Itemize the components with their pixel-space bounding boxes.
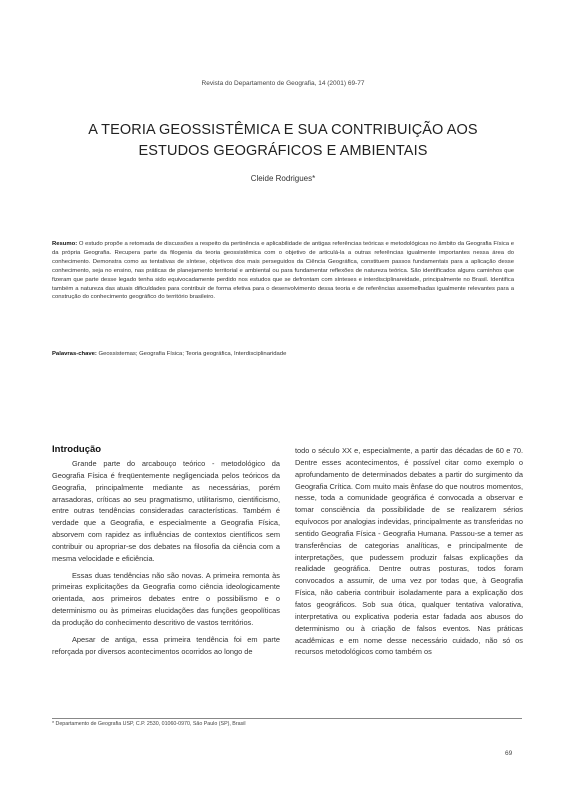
keywords-text: Geossistemas; Geografia Física; Teoria geográfica, Interdisciplinaridade bbox=[96, 351, 287, 357]
abstract-text: O estudo propõe a retomada de discussões a respeito da pertinência e aplicabilidade de antigas referências teóricas e metodológicas no âmbito da Geografia Física e da própria Geografia. Recupera parte da filogenia da teoria geossistêmica com o objetivo de articulá-la a outras referências igualmente importantes nessa área do conhecimento. Demonstra como as tentativas de síntese, objetivos dos mais perseguidos da Ciência Geográfica, constituem passos fundamentais para a aplicação desse conhecimento, seja no ensino, nas práticas de planejamento territorial e ambiental ou para fundamentar reflexões de natureza teórica. São identificados alguns caminhos que fizeram que parte desse legado tenha sido equivocadamente perdido nos estudos que se defrontam com sínteses e interdisciplinareidade, principalmente no Brasil. Identifica também a natureza das atuais dificuldades para contribuir de forma efetiva para o desenvolvimento dessa teoria e de referências assemelhadas igualmente relevantes para a construção do conhecimento geográfico do território brasileiro. bbox=[52, 241, 514, 301]
article-title bbox=[40, 120, 526, 162]
keywords bbox=[52, 351, 514, 357]
title-line-1: A TEORIA GEOSSISTÊMICA E SUA CONTRIBUIÇÃO AOS bbox=[88, 122, 478, 138]
paragraph: todo o século XX e, especialmente, a partir das décadas de 60 e 70. Dentre esses acontecimentos, é possível citar como exemplo o aprofundamento de determinados debates a partir do surgimento da Geografia Crítica. Com muito mais ênfase do que noutros momentos, nesse, toda a comunidade geográfica é convocada a observar e tomar consciência da possibilidade de se realizarem sérios equívocos por analogias indevidas, principalmente as transferidas no sentido Geografia Física - Geografia Humana. Passou-se a temer as transferências de categorias analíticas, e principalmente de interpretações, que pudessem produzir falsas explicações da realidade geográfica. Dentre outras posturas, todos foram convocados a assumir, de uma vez por todas que, à Geografia Física, não caberia contribuir isoladamente para a explicação dos fatos geográficos. Sob sua ótica, qualquer tentativa valorativa, interpretativa ou explicativa poderia estar fadada aos abusos do determinismo ou à criação de falsos eventos. Nas práticas acadêmicas e em nome desse necessário cuidado, não só os recursos metodológicos como também os bbox=[295, 446, 523, 657]
paragraph: Apesar de antiga, essa primeira tendência foi em parte reforçada por diversos acontecimentos ocorridos ao longo de bbox=[52, 634, 280, 656]
page-number: 69 bbox=[505, 750, 513, 757]
author-name: Cleide Rodrigues* bbox=[250, 174, 316, 183]
keywords-label: Palavras-chave: bbox=[52, 351, 97, 357]
paragraph: Essas duas tendências não são novas. A primeira remonta às primeiras explicitações da Geografia como ciência ideologicamente orientada, aos primeiros debates entre o possibilismo e o determinismo ou às primeiras elucidações das funções geopolíticas da produção do conhecimento descritivo de vastos territórios. bbox=[52, 570, 280, 627]
paragraph: Grande parte do arcabouço teórico - metodológico da Geografia Física é freqüentemente negligenciada pelos teóricos da Geografia, principalmente mediante as necessárias, porém arrasadoras, críticas ao seu pragmatismo, utilitarismo, cientificismo, entre outras tendências consideradas características. Também é verdade que a Geografia, e especialmente a Geografia Física, absorvem com rapidez as influências de contextos científicos sem contribuir ou apropriar-se dos debates na filosofia da ciência com a mesma velocidade e eficiência. bbox=[52, 459, 280, 563]
footnote-divider bbox=[52, 718, 522, 719]
body-column-left bbox=[52, 444, 280, 658]
body-column-right bbox=[295, 445, 523, 658]
abstract-label: Resumo: bbox=[52, 241, 78, 247]
abstract bbox=[52, 240, 514, 302]
journal-citation: Revista do Departamento de Geografia, 14 (2001) 69-77 bbox=[201, 80, 365, 87]
title-line-2: ESTUDOS GEOGRÁFICOS E AMBIENTAIS bbox=[138, 143, 428, 159]
footnote: * Departamento de Geografia USP, C.P. 2530, 01060-0970, São Paulo (SP), Brasil bbox=[52, 721, 246, 727]
section-heading: Introdução bbox=[52, 444, 102, 455]
